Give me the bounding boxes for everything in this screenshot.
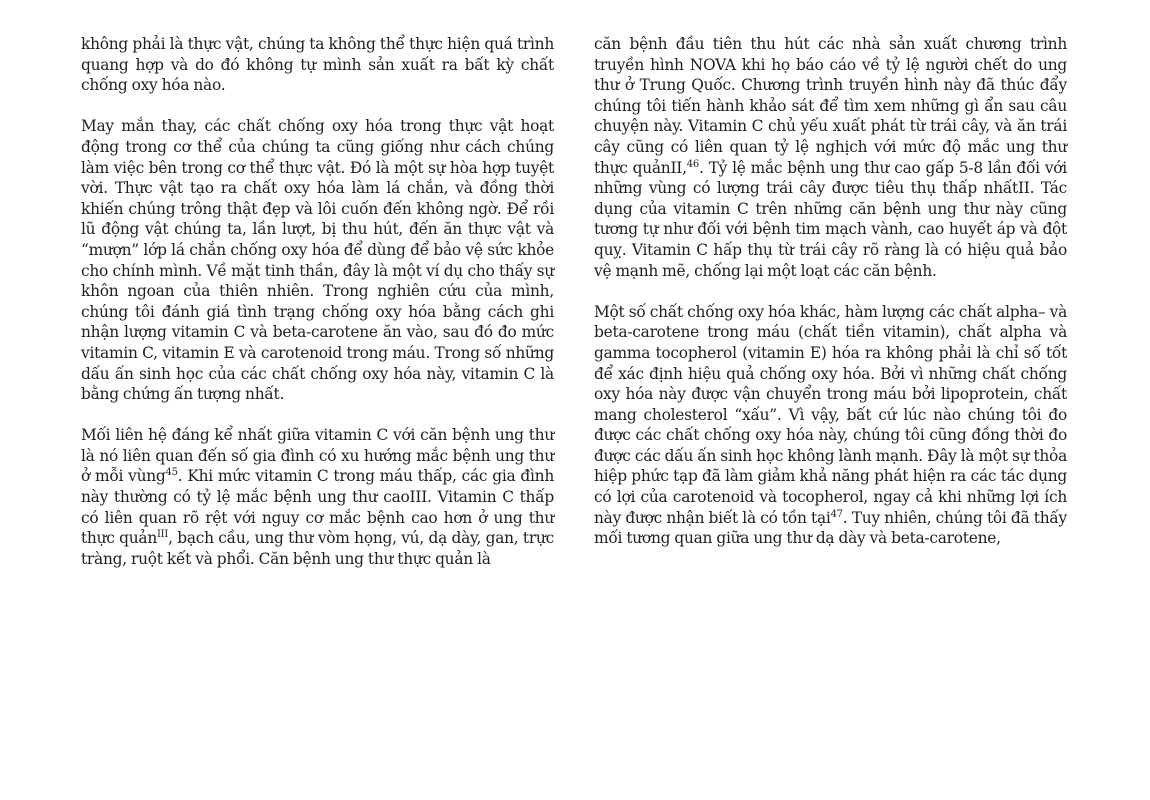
paragraph xyxy=(81,425,554,569)
text-run: . Tỷ lệ mắc bệnh ung thư cao gấp 5-8 lần đối với những vùng có lượng trái cây được tiêu thụ thấp nhấtII. Tác dụng của vitamin C trên những căn bệnh ung thư này cũng tương tự như đối với bệnh tim mạch vành, cao huyết áp và đột quỵ. Vitamin C hấp thụ từ trái cây rõ ràng là có hiệu quả bảo vệ mạnh mẽ, chống lại một loạt các căn bệnh. xyxy=(594,158,1067,280)
paragraph: không phải là thực vật, chúng ta không thể thực hiện quá trình quang hợp và do đó không tự mình sản xuất ra bất kỳ chất chống oxy hóa nào. xyxy=(81,35,554,95)
text-run: Mối liên hệ đáng kể nhất giữa vitamin C với căn bệnh ung thư là nó liên quan đến số gia đình có xu hướng mắc bệnh ung thư ở mỗi vùng xyxy=(81,426,554,486)
text-run: căn bệnh đầu tiên thu hút các nhà sản xuất chương trình truyền hình NOVA khi họ báo cáo về tỷ lệ người chết do ung thư ở Trung Quốc. Chương trình truyền hình này đã thúc đẩy chúng tôi tiến hành khảo sát để tìm xem những gì ẩn sau câu chuyện này. Vitamin C chủ yếu xuất phát từ trái cây, và ăn trái cây cũng có liên quan tỷ lệ nghịch với mức độ mắc ung thư thực quảnII, xyxy=(594,35,1067,177)
footnote-marker: III xyxy=(156,529,169,541)
paragraph xyxy=(594,34,1067,281)
text-run: , bạch cầu, ung thư vòm họng, vú, dạ dày, gan, trực tràng, ruột kết và phổi. Căn bệnh ung thư thực quản là xyxy=(81,529,554,568)
text-run: Một số chất chống oxy hóa khác, hàm lượng các chất alpha– và beta-carotene trong máu (chất tiền vitamin), chất alpha và gamma tocopherol (vitamin E) hóa ra không phải là chỉ số tốt để xác định hiệu quả chống oxy hóa. Bởi vì những chất chống oxy hóa này được vận chuyển trong máu bởi lipoprotein, chất mang cholesterol “xấu”. Vì vậy, bất cứ lúc nào chúng tôi đo được các chất chống oxy hóa này, chúng tôi cũng đồng thời đo được các dấu ấn sinh học không lành mạnh. Đây là một sự thỏa hiệp phức tạp đã làm giảm khả năng phát hiện ra các tác dụng có lợi của carotenoid và tocopherol, ngay cả khi những lợi ích này được nhận biết là có tồn tại xyxy=(594,302,1067,527)
right-column xyxy=(594,34,1067,549)
paragraph xyxy=(594,302,1067,549)
footnote-marker: 47 xyxy=(830,508,843,520)
text-run: . Tuy nhiên, chúng tôi đã thấy mối tương quan giữa ung thư dạ dày và beta-carotene, xyxy=(594,508,1067,548)
text-run: . Khi mức vitamin C trong máu thấp, các gia đình này thường có tỷ lệ mắc bệnh ung thư caoIII. Vitamin C thấp có liên quan rõ rệt với nguy cơ mắc bệnh cao hơn ở ung thư thực quản xyxy=(81,467,554,548)
footnote-marker: 45 xyxy=(165,467,178,479)
paragraph: May mắn thay, các chất chống oxy hóa trong thực vật hoạt động trong cơ thể của chúng ta cũng giống như cách chúng làm việc bên trong cơ thể thực vật. Đó là một sự hòa hợp tuyệt vời. Thực vật tạo ra chất oxy hóa làm lá chắn, và đồng thời khiến chúng trông thật đẹp và lôi cuốn đến không ngờ. Để rồi lũ động vật chúng ta, lần lượt, bị thu hút, đến ăn thực vật và “mượn” lớp lá chắn chống oxy hóa để dùng để bảo vệ sức khỏe cho chính mình. Về mặt tinh thần, đây là một ví dụ cho thấy sự khôn ngoan của thiên nhiên. Trong nghiên cứu của mình, chúng tôi đánh giá tình trạng chống oxy hóa bằng cách ghi nhận lượng vitamin C và beta-carotene ăn vào, sau đó đo mức vitamin C, vitamin E và carotenoid trong máu. Trong số những dấu ấn sinh học của các chất chống oxy hóa này, vitamin C là bằng chứng ấn tượng nhất. xyxy=(81,117,554,404)
footnote-marker: 46 xyxy=(686,158,700,170)
left-column xyxy=(81,34,554,569)
